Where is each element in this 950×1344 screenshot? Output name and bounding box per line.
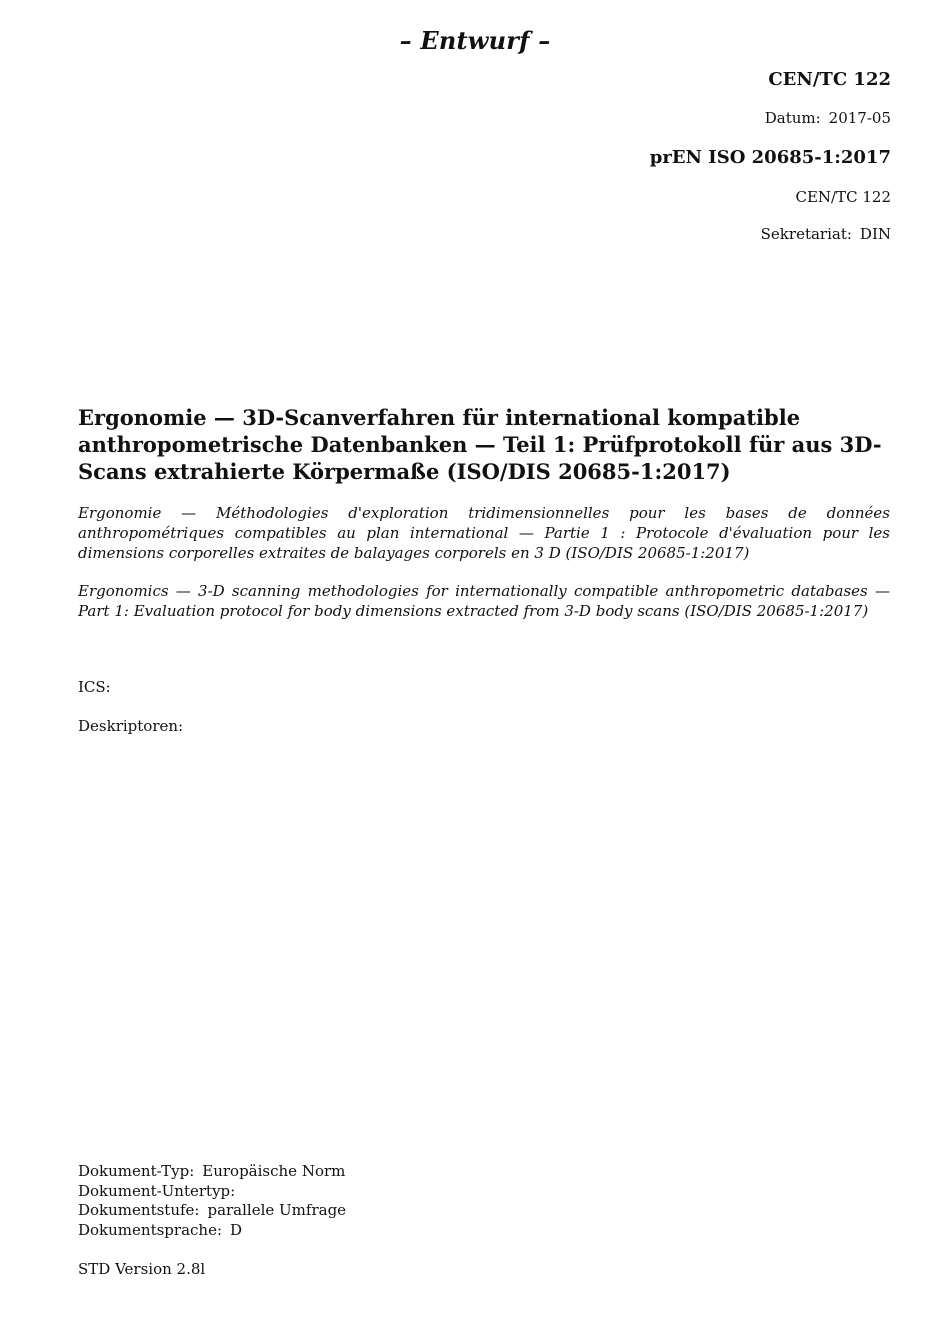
secretariat-line bbox=[761, 225, 891, 243]
document-subtype-row bbox=[78, 1182, 346, 1202]
secretariat-value: DIN bbox=[859, 225, 891, 243]
descriptors-label: Deskriptoren: bbox=[78, 717, 184, 735]
document-stage-row bbox=[78, 1201, 346, 1221]
committee-heading: CEN/TC 122 bbox=[768, 69, 891, 90]
document-language-row bbox=[78, 1221, 346, 1241]
document-stage-value: parallele Umfrage bbox=[207, 1201, 347, 1219]
document-info bbox=[78, 1162, 346, 1240]
template-version: STD Version 2.8l bbox=[78, 1260, 206, 1278]
date-label: Datum: bbox=[764, 109, 821, 127]
ics-label: ICS: bbox=[78, 678, 111, 696]
document-subtype-label: Dokument-Untertyp: bbox=[78, 1181, 236, 1200]
date-value: 2017-05 bbox=[828, 109, 891, 127]
document-number: prEN ISO 20685-1:2017 bbox=[649, 147, 891, 168]
title-french: Ergonomie — Méthodologies d'exploration tridimensionnelles pour les bases de données anthropométriques compatibles au plan international — Partie 1 : Protocole d'évaluation pour les dimensions corporelles extraites de balayages corporels en 3 D (ISO/DIS 20685-1:2017) bbox=[78, 504, 890, 562]
committee-subline: CEN/TC 122 bbox=[795, 188, 891, 206]
document-type-label: Dokument-Typ: bbox=[78, 1162, 195, 1180]
document-type-value: Europäische Norm bbox=[202, 1162, 346, 1180]
document-language-value: D bbox=[230, 1220, 243, 1239]
secretariat-label: Sekretariat: bbox=[760, 225, 852, 243]
draft-watermark: – Entwurf – bbox=[399, 26, 551, 55]
document-language-label: Dokumentsprache: bbox=[78, 1220, 223, 1239]
document-type-row bbox=[78, 1162, 346, 1182]
title-german: Ergonomie — 3D-Scanverfahren für international kompatible anthropometrische Datenbanken — Teil 1: Prüfprotokoll für aus 3D-Scans extrahierte Körpermaße (ISO/DIS 20685-1:2017) bbox=[78, 405, 882, 484]
document-stage-label: Dokumentstufe: bbox=[78, 1201, 200, 1219]
date-line bbox=[765, 109, 891, 127]
title-english: Ergonomics — 3-D scanning methodologies for internationally compatible anthropometric databases — Part 1: Evaluation protocol for body dimensions extracted from 3-D body scans (ISO/DIS 20685-1:2017) bbox=[78, 582, 890, 620]
